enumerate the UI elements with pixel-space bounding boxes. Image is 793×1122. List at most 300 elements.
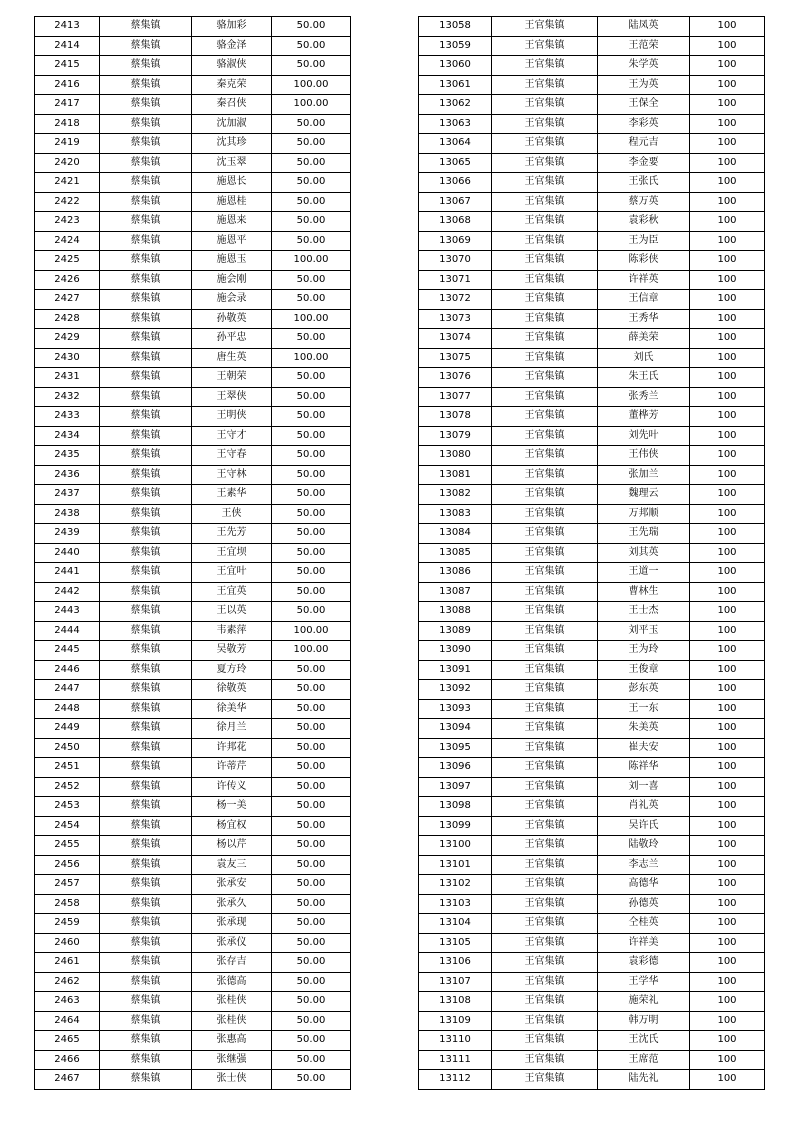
table-row [35,1050,351,1070]
amount-cell: 100 [690,56,765,76]
serial-number-cell: 2428 [35,309,100,329]
table-row [35,192,351,212]
serial-number-cell: 2425 [35,251,100,271]
serial-number-cell: 2459 [35,914,100,934]
person-name-cell: 仝桂英 [598,914,690,934]
serial-number-cell: 13105 [419,933,492,953]
table-row [35,1070,351,1090]
table-row [419,95,765,115]
person-name-cell: 王守才 [192,426,272,446]
person-name-cell: 许蒂芹 [192,758,272,778]
person-name-cell: 夏方玲 [192,660,272,680]
table-row [419,719,765,739]
person-name-cell: 骆淑侠 [192,56,272,76]
serial-number-cell: 13062 [419,95,492,115]
amount-cell: 50.00 [272,972,351,992]
amount-cell: 50.00 [272,855,351,875]
table-row [419,270,765,290]
serial-number-cell: 13081 [419,465,492,485]
amount-cell: 50.00 [272,134,351,154]
person-name-cell: 王一东 [598,699,690,719]
town-cell: 蔡集镇 [100,777,192,797]
person-name-cell: 王范荣 [598,36,690,56]
amount-cell: 100 [690,368,765,388]
person-name-cell: 秦克荣 [192,75,272,95]
serial-number-cell: 13076 [419,368,492,388]
town-cell: 蔡集镇 [100,368,192,388]
table-row [35,173,351,193]
amount-cell: 50.00 [272,446,351,466]
town-cell: 王官集镇 [492,816,598,836]
table-row [419,426,765,446]
person-name-cell: 高德华 [598,875,690,895]
table-row [35,329,351,349]
person-name-cell: 施恩玉 [192,251,272,271]
person-name-cell: 王先芳 [192,524,272,544]
serial-number-cell: 13066 [419,173,492,193]
town-cell: 蔡集镇 [100,953,192,973]
serial-number-cell: 13097 [419,777,492,797]
person-name-cell: 王素华 [192,485,272,505]
amount-cell: 50.00 [272,699,351,719]
person-name-cell: 王沈氏 [598,1031,690,1051]
serial-number-cell: 13106 [419,953,492,973]
table-row [35,387,351,407]
serial-number-cell: 2461 [35,953,100,973]
amount-cell: 50.00 [272,797,351,817]
person-name-cell: 张士侠 [192,1070,272,1090]
person-name-cell: 王翠侠 [192,387,272,407]
town-cell: 蔡集镇 [100,153,192,173]
person-name-cell: 陈彩侠 [598,251,690,271]
amount-cell: 100 [690,75,765,95]
person-name-cell: 袁友三 [192,855,272,875]
amount-cell: 50.00 [272,777,351,797]
table-row [35,777,351,797]
amount-cell: 50.00 [272,173,351,193]
town-cell: 蔡集镇 [100,1011,192,1031]
person-name-cell: 李彩英 [598,114,690,134]
person-name-cell: 骆金泽 [192,36,272,56]
table-row [35,446,351,466]
right-roster-table [418,16,765,1090]
serial-number-cell: 2449 [35,719,100,739]
amount-cell: 100 [690,582,765,602]
table-row [35,738,351,758]
town-cell: 蔡集镇 [100,173,192,193]
table-row [419,738,765,758]
serial-number-cell: 2419 [35,134,100,154]
serial-number-cell: 13086 [419,563,492,583]
person-name-cell: 程元吉 [598,134,690,154]
table-row [35,251,351,271]
person-name-cell: 王张氏 [598,173,690,193]
table-row [419,894,765,914]
table-row [419,680,765,700]
table-row [419,368,765,388]
town-cell: 王官集镇 [492,95,598,115]
town-cell: 王官集镇 [492,387,598,407]
person-name-cell: 彭东英 [598,680,690,700]
town-cell: 蔡集镇 [100,524,192,544]
table-row [419,134,765,154]
town-cell: 蔡集镇 [100,75,192,95]
person-name-cell: 王先瑞 [598,524,690,544]
table-row [419,1070,765,1090]
table-row [419,524,765,544]
person-name-cell: 王为英 [598,75,690,95]
amount-cell: 100 [690,641,765,661]
table-row [35,621,351,641]
town-cell: 王官集镇 [492,75,598,95]
person-name-cell: 王守林 [192,465,272,485]
person-name-cell: 许传义 [192,777,272,797]
town-cell: 王官集镇 [492,992,598,1012]
person-name-cell: 朱学英 [598,56,690,76]
serial-number-cell: 13059 [419,36,492,56]
table-row [419,231,765,251]
person-name-cell: 王朝荣 [192,368,272,388]
table-row [35,524,351,544]
town-cell: 蔡集镇 [100,231,192,251]
town-cell: 王官集镇 [492,426,598,446]
town-cell: 蔡集镇 [100,270,192,290]
person-name-cell: 许邦花 [192,738,272,758]
town-cell: 蔡集镇 [100,504,192,524]
serial-number-cell: 13090 [419,641,492,661]
amount-cell: 100 [690,1050,765,1070]
serial-number-cell: 2436 [35,465,100,485]
serial-number-cell: 2460 [35,933,100,953]
amount-cell: 100 [690,231,765,251]
town-cell: 王官集镇 [492,797,598,817]
amount-cell: 100 [690,972,765,992]
town-cell: 王官集镇 [492,290,598,310]
table-row [419,114,765,134]
amount-cell: 50.00 [272,270,351,290]
serial-number-cell: 13071 [419,270,492,290]
town-cell: 蔡集镇 [100,56,192,76]
table-row [35,95,351,115]
town-cell: 蔡集镇 [100,95,192,115]
table-row [419,251,765,271]
amount-cell: 100 [690,602,765,622]
amount-cell: 100 [690,953,765,973]
town-cell: 王官集镇 [492,972,598,992]
serial-number-cell: 13064 [419,134,492,154]
serial-number-cell: 13075 [419,348,492,368]
amount-cell: 100 [690,894,765,914]
town-cell: 蔡集镇 [100,1070,192,1090]
amount-cell: 100 [690,621,765,641]
town-cell: 蔡集镇 [100,797,192,817]
table-row [35,836,351,856]
serial-number-cell: 13072 [419,290,492,310]
serial-number-cell: 13099 [419,816,492,836]
town-cell: 蔡集镇 [100,563,192,583]
serial-number-cell: 2423 [35,212,100,232]
serial-number-cell: 2437 [35,485,100,505]
serial-number-cell: 2414 [35,36,100,56]
serial-number-cell: 13067 [419,192,492,212]
amount-cell: 50.00 [272,953,351,973]
person-name-cell: 孙平忠 [192,329,272,349]
person-name-cell: 王伟侠 [598,446,690,466]
table-row [419,660,765,680]
town-cell: 蔡集镇 [100,543,192,563]
town-cell: 蔡集镇 [100,309,192,329]
amount-cell: 50.00 [272,231,351,251]
table-row [35,602,351,622]
town-cell: 王官集镇 [492,309,598,329]
serial-number-cell: 13098 [419,797,492,817]
amount-cell: 50.00 [272,660,351,680]
amount-cell: 100 [690,309,765,329]
amount-cell: 100 [690,212,765,232]
serial-number-cell: 2456 [35,855,100,875]
serial-number-cell: 13101 [419,855,492,875]
town-cell: 蔡集镇 [100,914,192,934]
person-name-cell: 张德高 [192,972,272,992]
serial-number-cell: 13063 [419,114,492,134]
table-row [419,582,765,602]
serial-number-cell: 13095 [419,738,492,758]
serial-number-cell: 2439 [35,524,100,544]
amount-cell: 100 [690,738,765,758]
table-row [419,797,765,817]
town-cell: 王官集镇 [492,758,598,778]
amount-cell: 100 [690,192,765,212]
town-cell: 王官集镇 [492,582,598,602]
serial-number-cell: 2453 [35,797,100,817]
town-cell: 王官集镇 [492,153,598,173]
serial-number-cell: 2420 [35,153,100,173]
serial-number-cell: 13070 [419,251,492,271]
table-row [419,17,765,37]
serial-number-cell: 13079 [419,426,492,446]
person-name-cell: 施恩平 [192,231,272,251]
person-name-cell: 陆凤英 [598,17,690,37]
town-cell: 王官集镇 [492,212,598,232]
town-cell: 蔡集镇 [100,719,192,739]
amount-cell: 100 [690,387,765,407]
table-row [35,426,351,446]
town-cell: 王官集镇 [492,348,598,368]
person-name-cell: 王宜叶 [192,563,272,583]
table-row [419,933,765,953]
amount-cell: 50.00 [272,17,351,37]
amount-cell: 100.00 [272,348,351,368]
town-cell: 蔡集镇 [100,192,192,212]
serial-number-cell: 13102 [419,875,492,895]
amount-cell: 50.00 [272,894,351,914]
amount-cell: 100.00 [272,641,351,661]
serial-number-cell: 2432 [35,387,100,407]
town-cell: 蔡集镇 [100,134,192,154]
serial-number-cell: 2441 [35,563,100,583]
town-cell: 王官集镇 [492,56,598,76]
person-name-cell: 张承久 [192,894,272,914]
left-roster-body [35,17,351,1090]
town-cell: 王官集镇 [492,465,598,485]
table-row [35,641,351,661]
town-cell: 王官集镇 [492,17,598,37]
town-cell: 蔡集镇 [100,446,192,466]
amount-cell: 100 [690,426,765,446]
amount-cell: 100 [690,485,765,505]
person-name-cell: 肖礼英 [598,797,690,817]
amount-cell: 50.00 [272,368,351,388]
town-cell: 王官集镇 [492,524,598,544]
serial-number-cell: 2455 [35,836,100,856]
table-row [35,933,351,953]
person-name-cell: 施会刚 [192,270,272,290]
table-row [419,75,765,95]
table-row [419,914,765,934]
town-cell: 蔡集镇 [100,1031,192,1051]
table-row [419,602,765,622]
town-cell: 蔡集镇 [100,114,192,134]
person-name-cell: 徐月兰 [192,719,272,739]
town-cell: 王官集镇 [492,738,598,758]
table-row [419,953,765,973]
serial-number-cell: 2443 [35,602,100,622]
table-row [419,875,765,895]
amount-cell: 100 [690,329,765,349]
table-row [35,348,351,368]
amount-cell: 100 [690,465,765,485]
town-cell: 蔡集镇 [100,680,192,700]
town-cell: 王官集镇 [492,602,598,622]
table-row [419,485,765,505]
town-cell: 蔡集镇 [100,992,192,1012]
person-name-cell: 王保全 [598,95,690,115]
town-cell: 蔡集镇 [100,407,192,427]
serial-number-cell: 2433 [35,407,100,427]
person-name-cell: 韦素萍 [192,621,272,641]
table-row [419,777,765,797]
serial-number-cell: 13085 [419,543,492,563]
amount-cell: 50.00 [272,36,351,56]
amount-cell: 50.00 [272,719,351,739]
table-row [419,348,765,368]
serial-number-cell: 2448 [35,699,100,719]
serial-number-cell: 13065 [419,153,492,173]
amount-cell: 50.00 [272,758,351,778]
table-row [419,504,765,524]
town-cell: 王官集镇 [492,270,598,290]
amount-cell: 50.00 [272,836,351,856]
person-name-cell: 孙德英 [598,894,690,914]
serial-number-cell: 2440 [35,543,100,563]
amount-cell: 50.00 [272,875,351,895]
table-row [419,387,765,407]
town-cell: 王官集镇 [492,485,598,505]
serial-number-cell: 13087 [419,582,492,602]
amount-cell: 50.00 [272,563,351,583]
town-cell: 王官集镇 [492,1031,598,1051]
amount-cell: 100 [690,563,765,583]
person-name-cell: 王信章 [598,290,690,310]
person-name-cell: 沈其珍 [192,134,272,154]
table-row [35,270,351,290]
amount-cell: 100 [690,836,765,856]
table-row [35,543,351,563]
table-row [419,621,765,641]
town-cell: 王官集镇 [492,719,598,739]
table-row [35,816,351,836]
town-cell: 王官集镇 [492,36,598,56]
amount-cell: 50.00 [272,114,351,134]
amount-cell: 100 [690,777,765,797]
amount-cell: 50.00 [272,290,351,310]
town-cell: 蔡集镇 [100,933,192,953]
table-row [35,134,351,154]
amount-cell: 50.00 [272,680,351,700]
table-row [419,153,765,173]
person-name-cell: 刘氏 [598,348,690,368]
person-name-cell: 刘一喜 [598,777,690,797]
person-name-cell: 张桂侠 [192,992,272,1012]
person-name-cell: 万邦顺 [598,504,690,524]
amount-cell: 100 [690,914,765,934]
table-row [35,797,351,817]
serial-number-cell: 13078 [419,407,492,427]
person-name-cell: 杨以芹 [192,836,272,856]
table-row [35,563,351,583]
table-row [35,1031,351,1051]
town-cell: 蔡集镇 [100,485,192,505]
serial-number-cell: 2454 [35,816,100,836]
table-row [419,212,765,232]
town-cell: 蔡集镇 [100,738,192,758]
person-name-cell: 施恩来 [192,212,272,232]
person-name-cell: 王席范 [598,1050,690,1070]
person-name-cell: 王宜英 [192,582,272,602]
table-row [419,855,765,875]
person-name-cell: 刘其英 [598,543,690,563]
serial-number-cell: 2421 [35,173,100,193]
serial-number-cell: 13109 [419,1011,492,1031]
town-cell: 蔡集镇 [100,329,192,349]
amount-cell: 50.00 [272,738,351,758]
serial-number-cell: 13108 [419,992,492,1012]
town-cell: 王官集镇 [492,641,598,661]
amount-cell: 100.00 [272,95,351,115]
serial-number-cell: 13100 [419,836,492,856]
person-name-cell: 陈祥华 [598,758,690,778]
amount-cell: 100 [690,153,765,173]
table-row [419,543,765,563]
serial-number-cell: 2424 [35,231,100,251]
town-cell: 蔡集镇 [100,855,192,875]
table-row [419,56,765,76]
table-row [419,1050,765,1070]
town-cell: 蔡集镇 [100,290,192,310]
table-row [419,465,765,485]
town-cell: 王官集镇 [492,329,598,349]
amount-cell: 100 [690,290,765,310]
person-name-cell: 王为玲 [598,641,690,661]
serial-number-cell: 2464 [35,1011,100,1031]
person-name-cell: 骆加彩 [192,17,272,37]
amount-cell: 100 [690,543,765,563]
table-row [35,660,351,680]
table-row [419,992,765,1012]
amount-cell: 50.00 [272,153,351,173]
table-row [419,816,765,836]
town-cell: 蔡集镇 [100,621,192,641]
